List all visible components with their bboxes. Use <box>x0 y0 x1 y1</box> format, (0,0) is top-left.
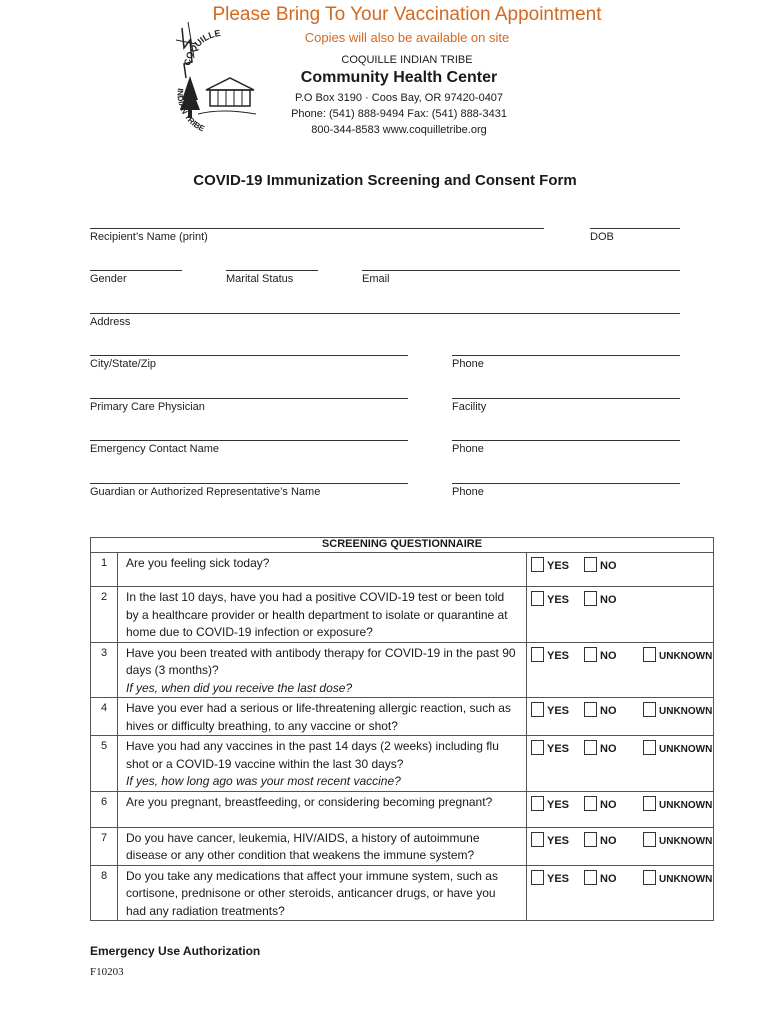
facility-label: Facility <box>452 401 487 413</box>
unknown-label: UNKNOWN <box>659 650 713 662</box>
question-options <box>527 642 714 698</box>
marital-status-line[interactable] <box>226 270 318 271</box>
no-option[interactable] <box>584 832 617 847</box>
yes-label: YES <box>547 798 570 811</box>
question-row <box>91 827 714 865</box>
no-checkbox[interactable] <box>584 740 597 755</box>
guardian-label: Guardian or Authorized Representative’s Name <box>90 486 321 498</box>
no-option[interactable] <box>584 870 617 885</box>
eua-heading: Emergency Use Authorization <box>90 944 261 958</box>
question-text-main: Are you pregnant, breastfeeding, or considering becoming pregnant? <box>126 794 493 809</box>
question-options <box>527 587 714 643</box>
question-note: If yes, how long ago was your most recent vaccine? <box>126 774 401 788</box>
question-options <box>527 553 714 587</box>
question-options <box>527 865 714 921</box>
question-number: 1 <box>91 553 118 587</box>
question-note: If yes, when did you receive the last dose? <box>126 680 353 695</box>
organization-name: Community Health Center <box>300 69 498 86</box>
question-text <box>118 736 527 792</box>
question-number: 8 <box>91 865 118 921</box>
unknown-checkbox[interactable] <box>643 796 656 811</box>
yes-checkbox[interactable] <box>531 870 544 885</box>
yes-label: YES <box>547 834 570 847</box>
unknown-label: UNKNOWN <box>659 744 713 755</box>
yes-option[interactable] <box>531 557 569 572</box>
dob-label: DOB <box>590 231 614 243</box>
question-row <box>91 791 714 827</box>
no-label: NO <box>600 560 617 572</box>
no-checkbox[interactable] <box>584 702 597 717</box>
no-option[interactable] <box>584 557 617 572</box>
question-text-main: Do you take any medications that affect your immune system, such as cortisone, prednisone or other steroids, anticancer drugs, or have you had any radiation treatments? <box>126 868 498 918</box>
yes-option[interactable] <box>531 796 569 811</box>
question-options <box>527 791 714 827</box>
yes-checkbox[interactable] <box>531 832 544 847</box>
yes-option[interactable] <box>531 832 569 847</box>
question-row <box>91 736 714 792</box>
question-row <box>91 587 714 643</box>
phone-line-1[interactable] <box>452 355 680 356</box>
unknown-label: UNKNOWN <box>659 706 713 717</box>
form-title: COVID-19 Immunization Screening and Consent Form <box>193 172 577 189</box>
address-line[interactable] <box>90 313 680 314</box>
yes-checkbox[interactable] <box>531 557 544 572</box>
question-row <box>91 642 714 698</box>
no-option[interactable] <box>584 796 617 811</box>
no-checkbox[interactable] <box>584 832 597 847</box>
city-state-zip-label: City/State/Zip <box>90 358 157 370</box>
question-row <box>91 865 714 921</box>
question-row <box>91 553 714 587</box>
email-label: Email <box>362 273 390 285</box>
question-number: 2 <box>91 587 118 643</box>
no-option[interactable] <box>584 702 617 717</box>
unknown-option[interactable] <box>643 702 712 717</box>
unknown-option[interactable] <box>643 832 712 847</box>
yes-option[interactable] <box>531 702 569 717</box>
yes-label: YES <box>547 560 570 572</box>
no-label: NO <box>600 705 617 717</box>
question-text <box>118 791 527 827</box>
yes-option[interactable] <box>531 740 569 755</box>
no-checkbox[interactable] <box>584 647 597 662</box>
yes-label: YES <box>547 705 570 717</box>
yes-checkbox[interactable] <box>531 702 544 717</box>
pcp-line[interactable] <box>90 398 408 399</box>
question-text-main: Are you feeling sick today? <box>126 556 270 570</box>
question-number: 7 <box>91 827 118 865</box>
city-state-zip-line[interactable] <box>90 355 408 356</box>
yes-label: YES <box>547 649 570 662</box>
unknown-option[interactable] <box>643 647 712 662</box>
phone-line-3[interactable] <box>452 483 680 484</box>
question-text <box>118 587 527 643</box>
question-text-main: Have you had any vaccines in the past 14 days (2 weeks) including flu shot or a COVID-19 vaccine within the last 30 days? <box>126 739 499 771</box>
org-tollfree-web: 800-344-8583 www.coquilletribe.org <box>311 124 487 136</box>
emergency-contact-label: Emergency Contact Name <box>90 443 219 455</box>
question-text <box>118 642 527 698</box>
emergency-contact-line[interactable] <box>90 440 408 441</box>
unknown-checkbox[interactable] <box>643 740 656 755</box>
question-text-main: In the last 10 days, have you had a positive COVID-19 test or been told by a healthcare provider or health department to isolate or quarantine at home due to COVID-19 infection or exposure? <box>126 590 508 639</box>
unknown-option[interactable] <box>643 870 712 885</box>
unknown-label: UNKNOWN <box>659 835 713 847</box>
yes-checkbox[interactable] <box>531 796 544 811</box>
facility-line[interactable] <box>452 398 680 399</box>
phone-label-3: Phone <box>452 486 484 498</box>
yes-checkbox[interactable] <box>531 740 544 755</box>
question-text-main: Have you been treated with antibody therapy for COVID-19 in the past 90 days (3 months)? <box>126 645 516 677</box>
no-label: NO <box>600 649 617 662</box>
yes-option[interactable] <box>531 647 569 662</box>
tribe-name: COQUILLE INDIAN TRIBE <box>341 54 473 66</box>
unknown-option[interactable] <box>643 796 712 811</box>
no-label: NO <box>600 798 617 811</box>
question-number: 6 <box>91 791 118 827</box>
question-text-main: Do you have cancer, leukemia, HIV/AIDS, a history of autoimmune disease or any other condition that weakens the immune system? <box>126 830 480 862</box>
yes-checkbox[interactable] <box>531 591 544 606</box>
no-label: NO <box>600 872 617 885</box>
no-checkbox[interactable] <box>584 591 597 606</box>
no-option[interactable] <box>584 647 617 662</box>
logo-text-bottom: INDIAN TRIBE <box>175 87 206 134</box>
no-checkbox[interactable] <box>584 557 597 572</box>
unknown-label: UNKNOWN <box>659 873 713 885</box>
unknown-checkbox[interactable] <box>643 647 656 662</box>
question-options <box>527 698 714 736</box>
unknown-option[interactable] <box>643 740 712 755</box>
org-address: P.O Box 3190 · Coos Bay, OR 97420-0407 <box>294 92 504 104</box>
question-row <box>91 698 714 736</box>
form-code: F10203 <box>90 966 124 978</box>
yes-checkbox[interactable] <box>531 647 544 662</box>
recipient-name-label: Recipient’s Name (print) <box>90 231 208 243</box>
questionnaire-title: SCREENING QUESTIONNAIRE <box>91 538 714 553</box>
no-option[interactable] <box>584 740 617 755</box>
org-phone-fax: Phone: (541) 888-9494 Fax: (541) 888-3431 <box>291 108 507 120</box>
question-number: 4 <box>91 698 118 736</box>
guardian-line[interactable] <box>90 483 408 484</box>
phone-label-1: Phone <box>452 358 484 370</box>
unknown-label: UNKNOWN <box>659 799 713 811</box>
email-line[interactable] <box>362 270 680 271</box>
unknown-checkbox[interactable] <box>643 702 656 717</box>
yes-label: YES <box>547 594 570 606</box>
no-label: NO <box>600 594 617 606</box>
notice-subtitle: Copies will also be available on site <box>304 30 510 45</box>
no-checkbox[interactable] <box>584 870 597 885</box>
dob-line[interactable] <box>590 228 680 229</box>
gender-label: Gender <box>90 273 127 285</box>
yes-option[interactable] <box>531 870 569 885</box>
question-text <box>118 553 527 587</box>
unknown-checkbox[interactable] <box>643 832 656 847</box>
yes-option[interactable] <box>531 591 569 606</box>
question-number: 5 <box>91 736 118 792</box>
unknown-checkbox[interactable] <box>643 870 656 885</box>
logo-text-top: COQUILLE <box>182 27 222 67</box>
recipient-name-line[interactable] <box>90 228 544 229</box>
no-label: NO <box>600 834 617 847</box>
yes-label: YES <box>547 872 570 885</box>
no-checkbox[interactable] <box>584 796 597 811</box>
pcp-label: Primary Care Physician <box>90 401 205 413</box>
question-text <box>118 827 527 865</box>
notice-title: Please Bring To Your Vaccination Appointment <box>212 4 602 25</box>
gender-line[interactable] <box>90 270 182 271</box>
screening-questionnaire <box>90 537 714 921</box>
question-options <box>527 827 714 865</box>
question-options <box>527 736 714 792</box>
no-label: NO <box>600 743 617 755</box>
phone-label-2: Phone <box>452 443 484 455</box>
question-number: 3 <box>91 642 118 698</box>
question-text <box>118 698 527 736</box>
yes-label: YES <box>547 743 570 755</box>
phone-line-2[interactable] <box>452 440 680 441</box>
question-text-main: Have you ever had a serious or life-threatening allergic reaction, such as hives or difficulty breathing, to any vaccine or shot? <box>126 701 511 733</box>
question-text <box>118 865 527 921</box>
marital-status-label: Marital Status <box>226 273 294 285</box>
no-option[interactable] <box>584 591 617 606</box>
address-label: Address <box>90 316 131 328</box>
